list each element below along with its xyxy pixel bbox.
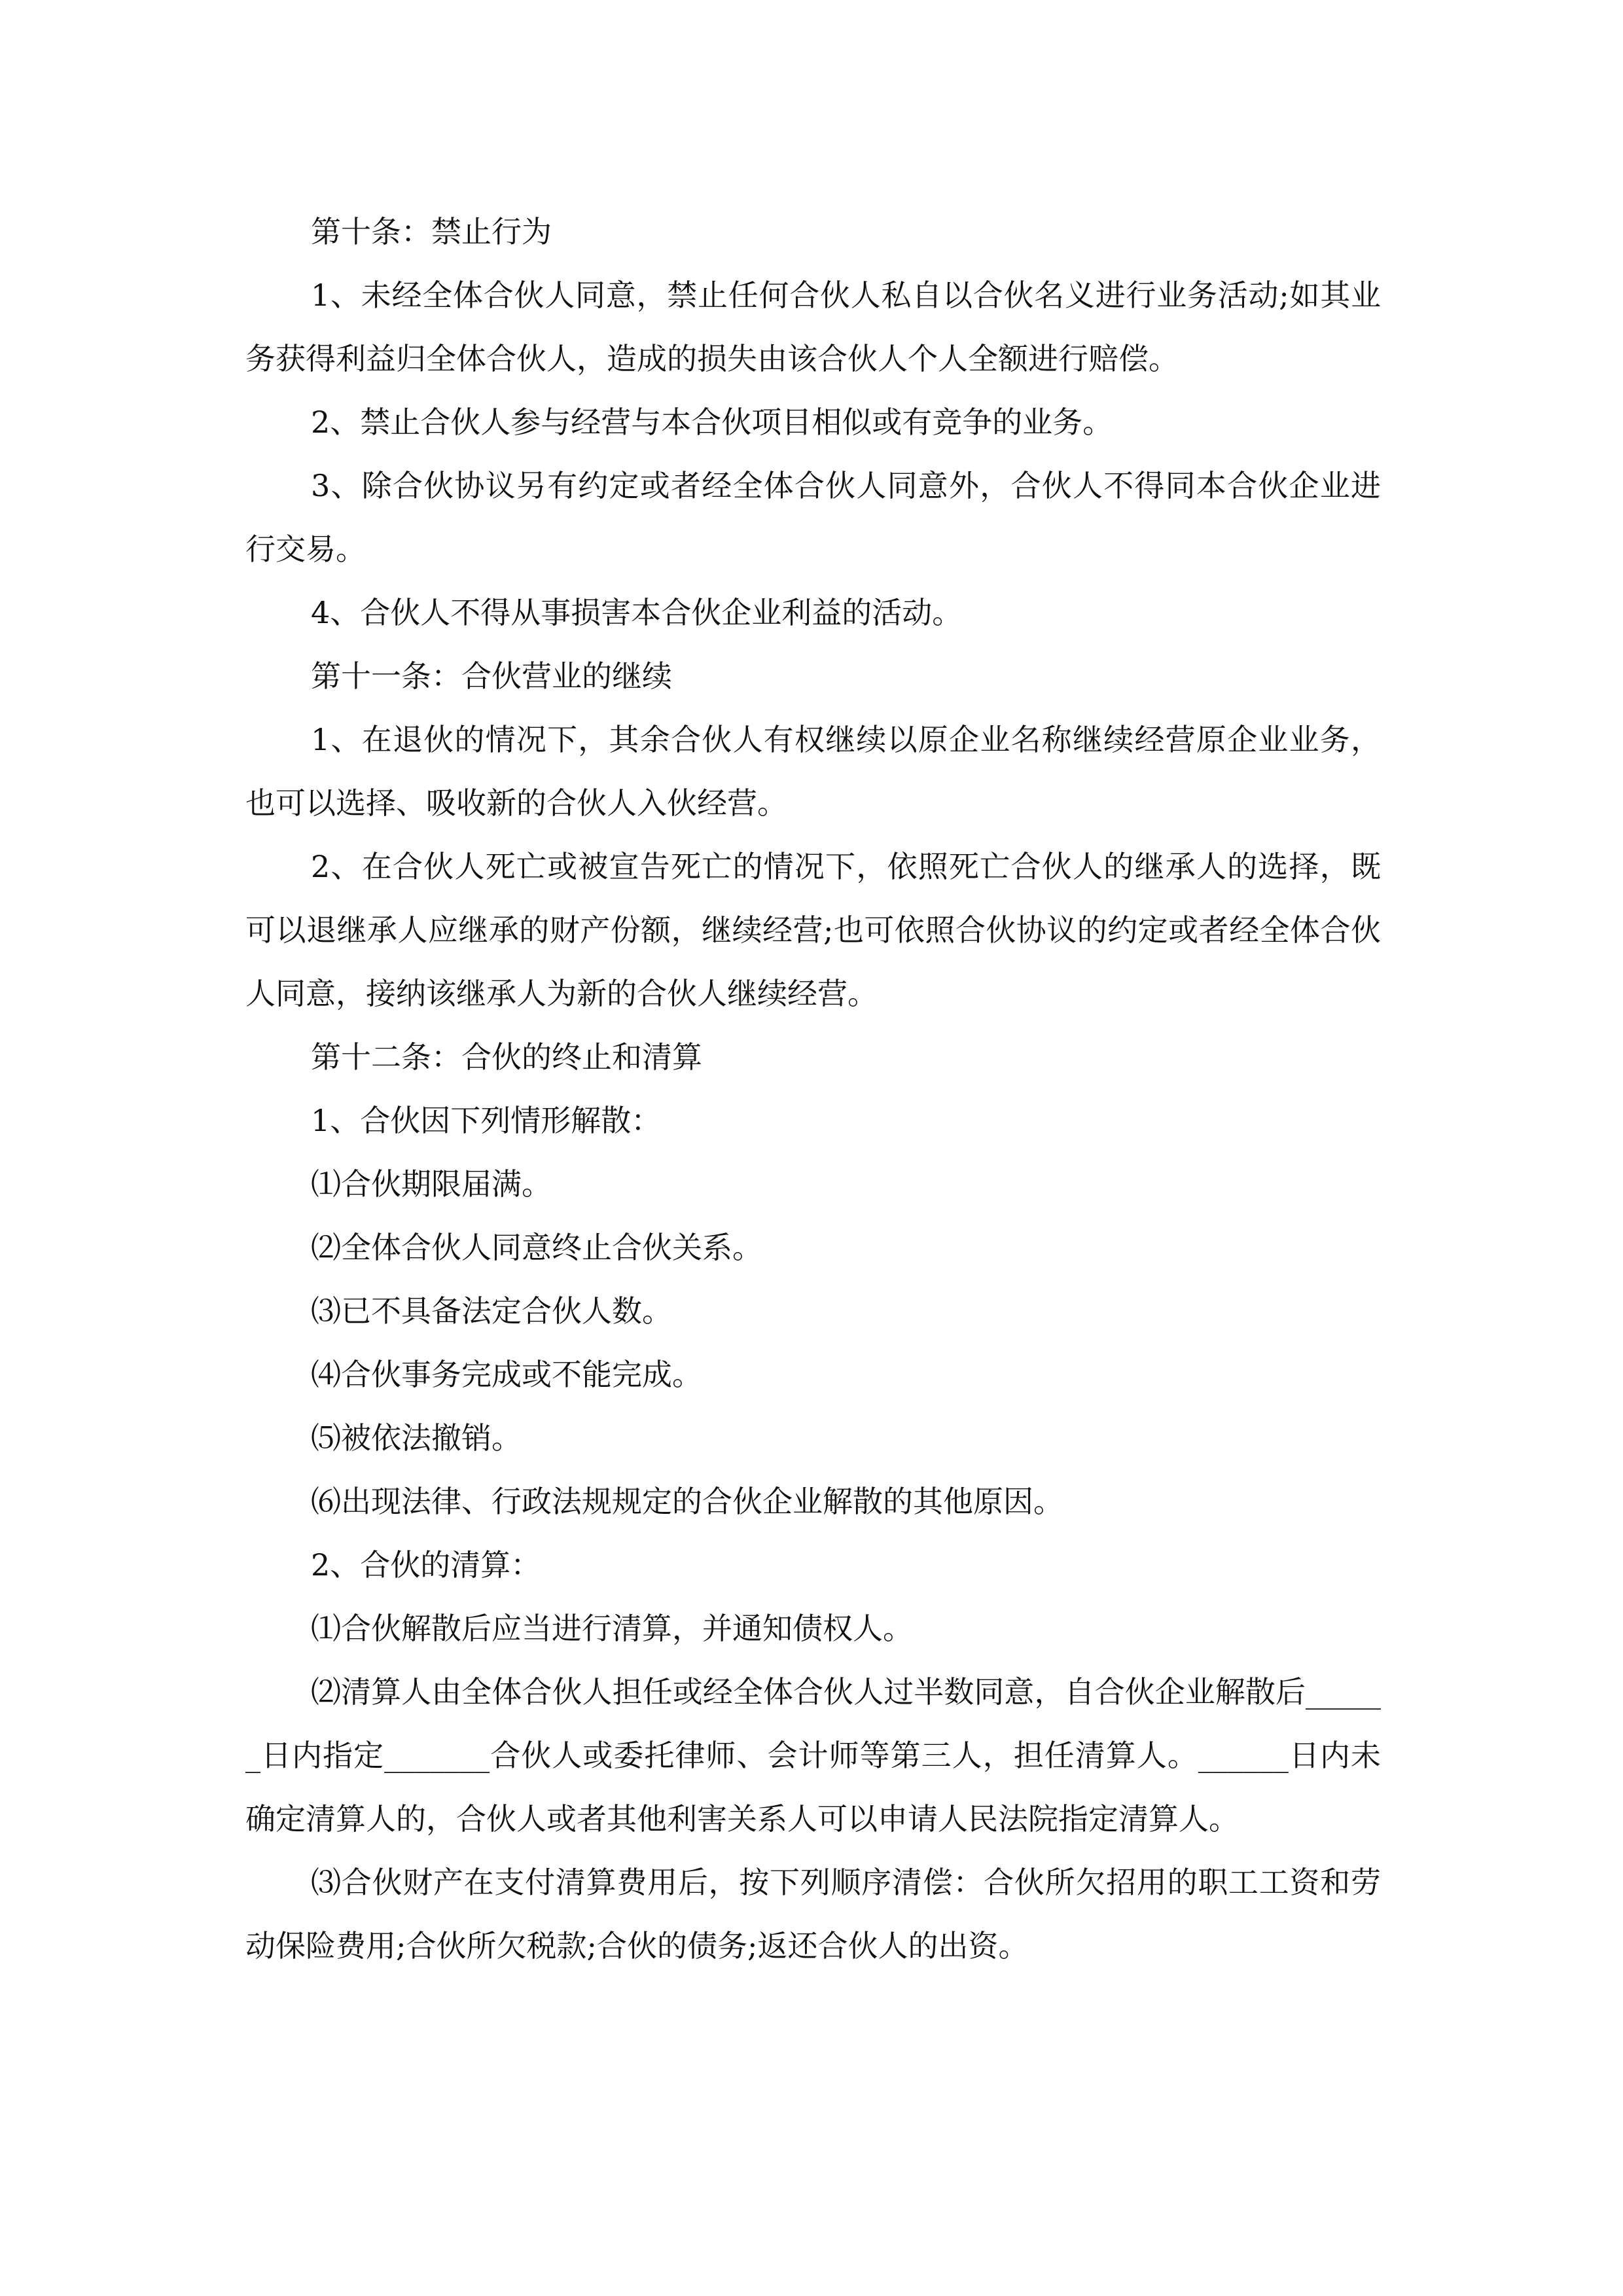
dissolution-item-5: ⑸被依法撤销。	[311, 1420, 522, 1456]
article-10-heading: 第十条：禁止行为	[311, 214, 552, 249]
dissolution-item-6: ⑹出现法律、行政法规规定的合伙企业解散的其他原因。	[311, 1484, 1063, 1519]
article-11-clause-2: 2、在合伙人死亡或被宣告死亡的情况下，依照死亡合伙人的继承人的选择，既可以退继承人应继承的财产份额，继续经营;也可依照合伙协议的约定或者经全体合伙人同意，接纳该继承人为新的合伙人继续经营。	[245, 849, 1381, 1011]
article-12-heading: 第十二条：合伙的终止和清算	[311, 1039, 702, 1075]
article-10-clause-4: 4、合伙人不得从事损害本合伙企业利益的活动。	[311, 595, 963, 630]
article-11-heading: 第十一条：合伙营业的继续	[311, 658, 672, 694]
liquidation-item-1: ⑴合伙解散后应当进行清算，并通知债权人。	[311, 1611, 913, 1646]
liquidation-item-3: ⑶合伙财产在支付清算费用后，按下列顺序清偿：合伙所欠招用的职工工资和劳动保险费用;合伙所欠税款;合伙的债务;返还合伙人的出资。	[245, 1865, 1381, 1964]
article-12-clause-1: 1、合伙因下列情形解散：	[311, 1103, 662, 1138]
dissolution-item-1: ⑴合伙期限届满。	[311, 1166, 552, 1202]
article-10-clause-1: 1、未经全体合伙人同意，禁止任何合伙人私自以合伙名义进行业务活动;如其业务获得利益归全体合伙人，造成的损失由该合伙人个人全额进行赔偿。	[245, 278, 1381, 376]
dissolution-item-3: ⑶已不具备法定合伙人数。	[311, 1293, 672, 1329]
article-10-clause-3: 3、除合伙协议另有约定或者经全体合伙人同意外，合伙人不得同本合伙企业进行交易。	[245, 468, 1381, 567]
article-12-clause-2: 2、合伙的清算：	[311, 1547, 541, 1583]
dissolution-item-4: ⑷合伙事务完成或不能完成。	[311, 1357, 702, 1392]
dissolution-item-2: ⑵全体合伙人同意终止合伙关系。	[311, 1230, 762, 1265]
document-page	[245, 200, 1381, 1978]
liquidation-item-2: ⑵清算人由全体合伙人担任或经全体合伙人过半数同意，自合伙企业解散后______日内指定_______合伙人或委托律师、会计师等第三人，担任清算人。______日内未确定清算人的，合伙人或者其他利害关系人可以申请人民法院指定清算人。	[245, 1674, 1381, 1837]
article-11-clause-1: 1、在退伙的情况下，其余合伙人有权继续以原企业名称继续经营原企业业务，也可以选择、吸收新的合伙人入伙经营。	[245, 722, 1381, 821]
article-10-clause-2: 2、禁止合伙人参与经营与本合伙项目相似或有竞争的业务。	[311, 404, 1113, 440]
